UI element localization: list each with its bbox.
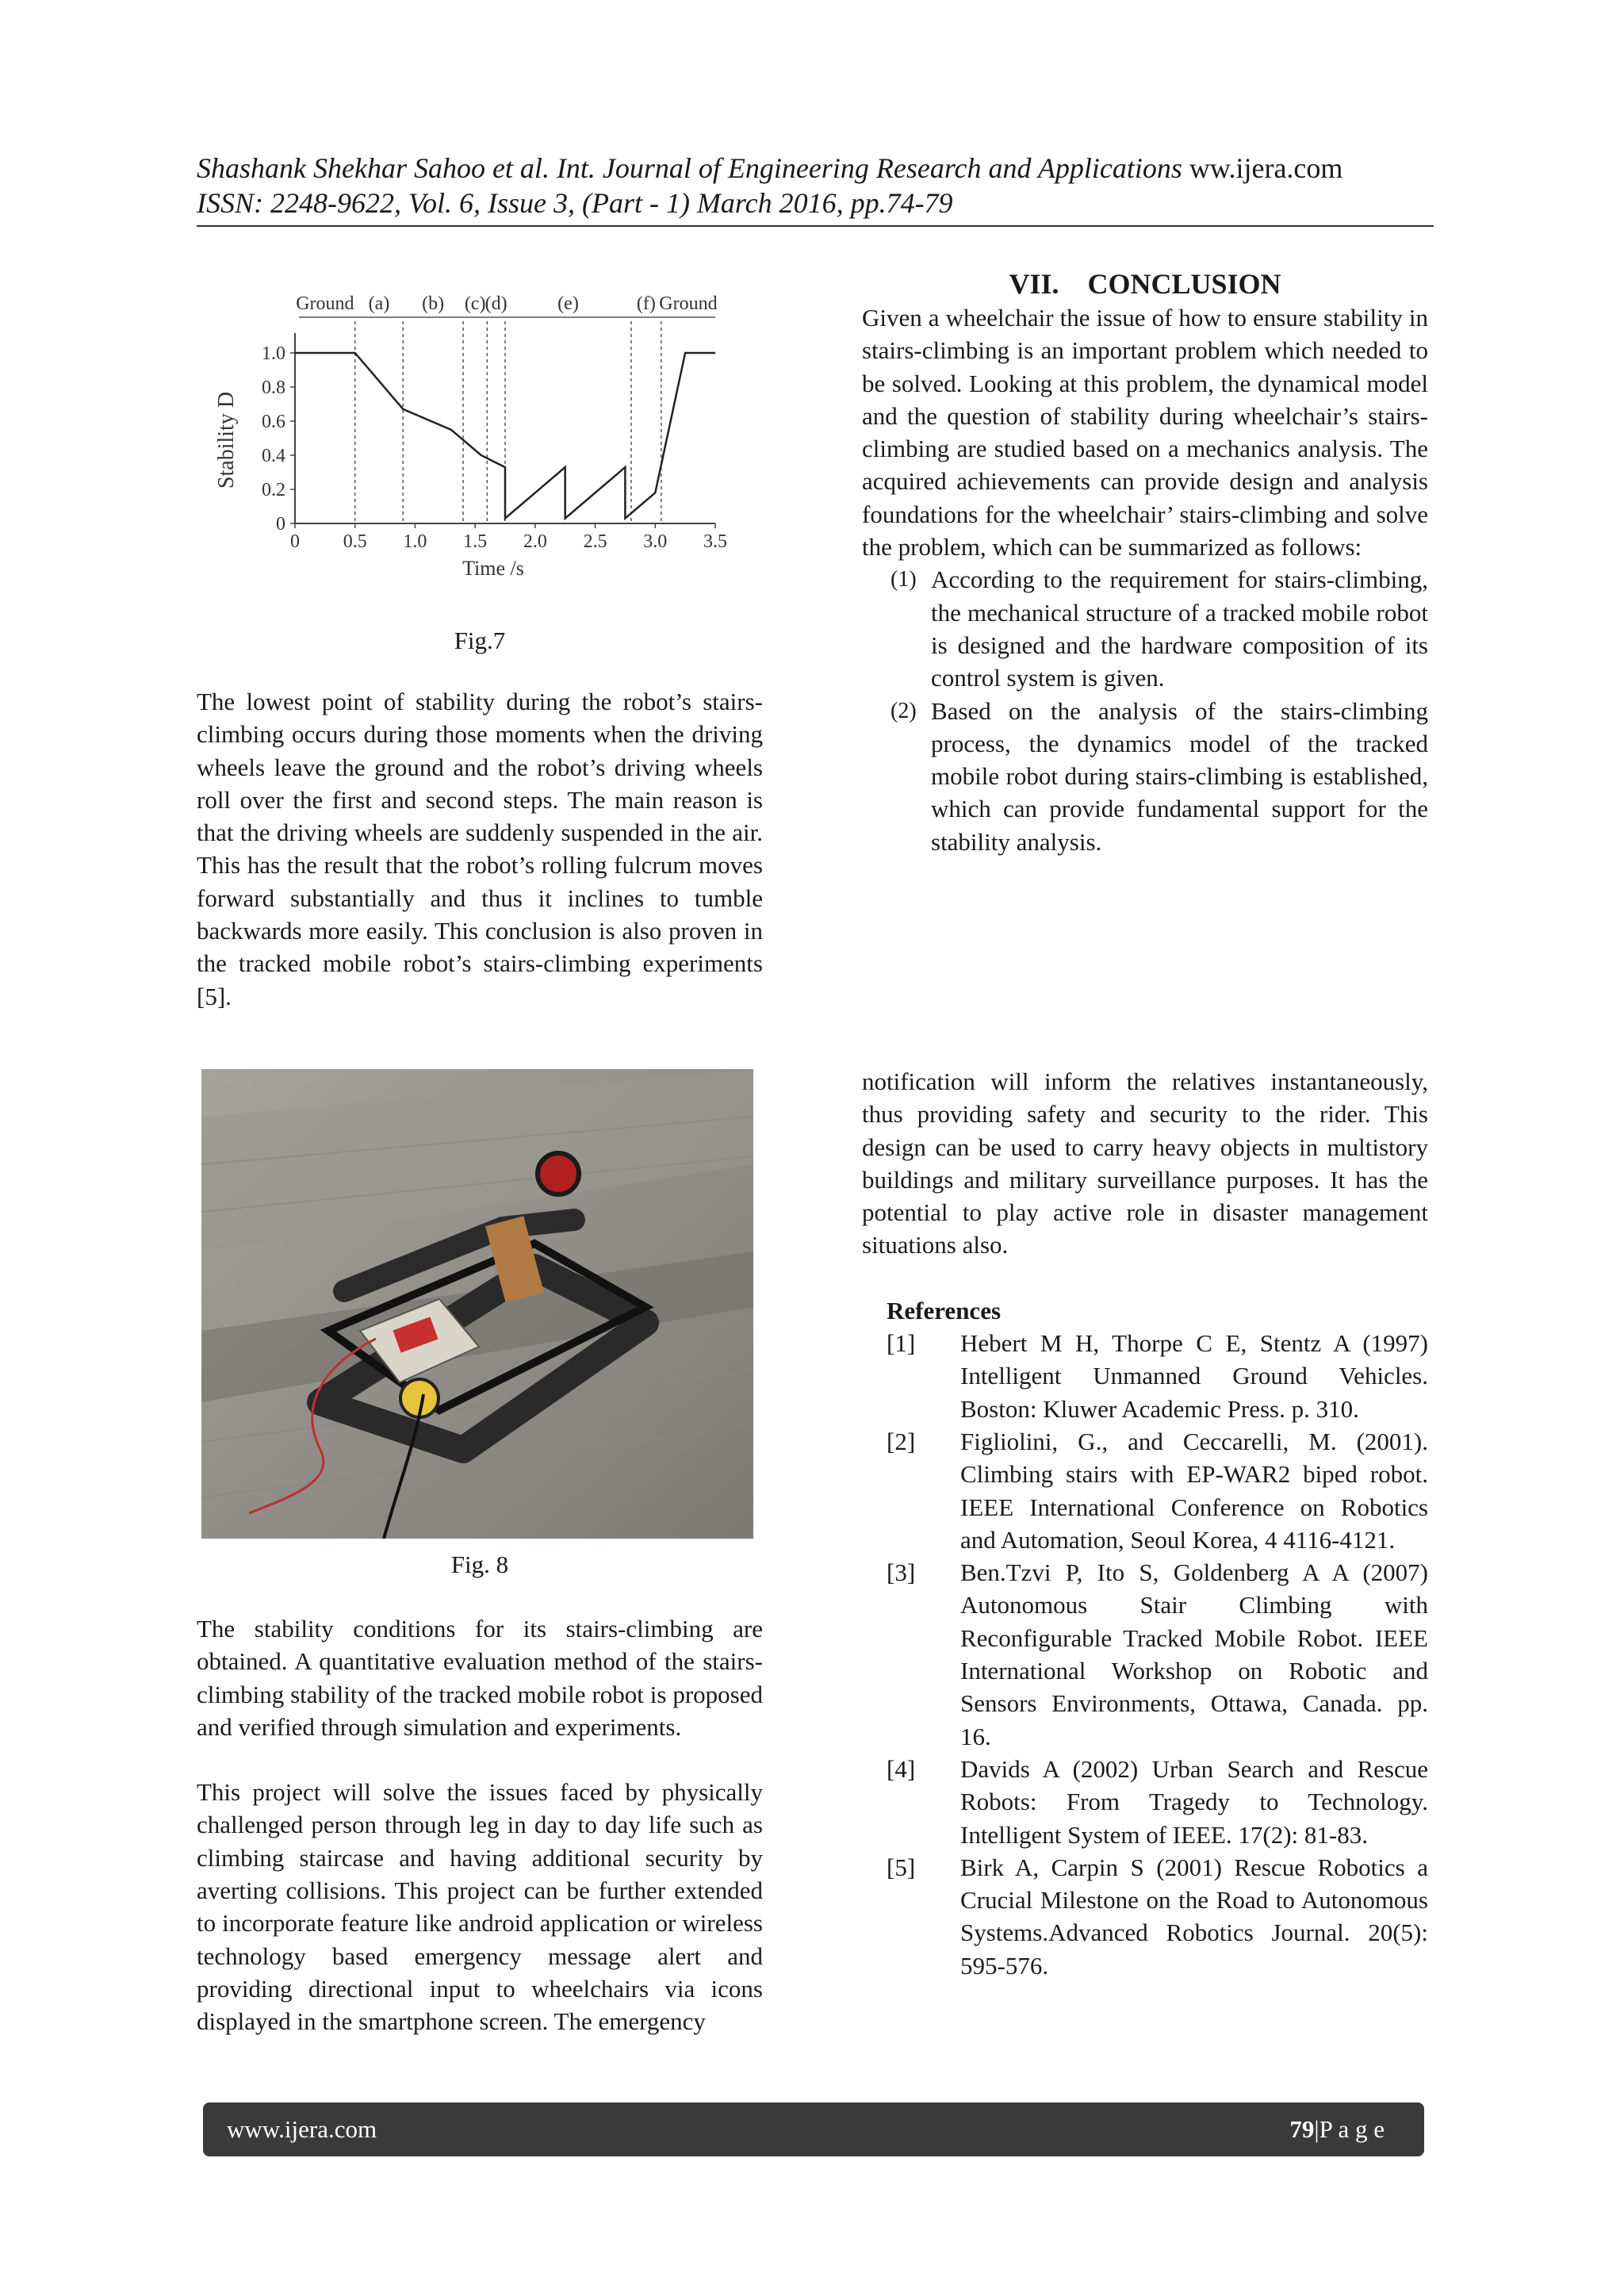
list-item-text: Based on the analysis of the stairs-climbing process, the dynamics model of the tracked mobile robot during stairs-climbing is established, which can provide fundamental support for the stability analysis.: [931, 696, 1428, 856]
body-paragraph: The lowest point of stability during the robot’s stairs-climbing occurs during those moments when the driving wheels leave the ground and the robot’s driving wheels roll over the first and second steps. The main reason is that the driving wheels are suddenly suspended in the air. This has the result that the robot’s rolling fulcrum moves forward substantially and thus it inclines to tumble backwards more easily. This conclusion is also proven in the tracked mobile robot’s stairs-climbing experiments [5].: [197, 688, 763, 1010]
reference-text: Hebert M H, Thorpe C E, Stentz A (1997) Intelligent Unmanned Ground Vehicles. Boston: Kluwer Academic Press. p. 310.: [960, 1329, 1428, 1423]
reference-text: Birk A, Carpin S (2001) Rescue Robotics a Crucial Milestone on the Road to Autonomous Systems.Advanced Robotics Journal. 20(5): 595-576.: [960, 1853, 1428, 1980]
robot-photo-illustration: [201, 1069, 753, 1539]
right-column-top: [862, 266, 1428, 858]
header-journal: Shashank Shekhar Sahoo et al. Int. Journal of Engineering Research and Applications: [197, 152, 1182, 184]
left-column-top: [197, 685, 763, 1013]
reference-number: [5]: [887, 1853, 916, 1881]
y-tick-label: 0.2: [262, 480, 285, 500]
phase-label: (d): [485, 293, 508, 314]
left-column-bottom: [197, 1612, 763, 2038]
x-axis-label: Time /s: [462, 557, 524, 580]
reference-number: [2]: [887, 1427, 916, 1455]
y-tick-label: 1.0: [262, 343, 285, 364]
header-line-1: [197, 151, 1434, 186]
phase-label: (a): [368, 293, 390, 314]
page-label: |P a g e: [1314, 2115, 1385, 2143]
y-tick-label: 0: [276, 514, 285, 535]
reference-item: [862, 1851, 1428, 1982]
figure-7-caption: Fig.7: [454, 627, 506, 654]
reference-item: [862, 1327, 1428, 1425]
phase-label: (b): [422, 293, 445, 314]
phase-label: (f): [636, 293, 656, 314]
list-item-text: According to the requirement for stairs-climbing, the mechanical structure of a tracked mobile robot is designed and the hardware composition of its control system is given.: [931, 565, 1428, 692]
list-item: [862, 563, 1428, 694]
x-tick-label: 1.0: [403, 531, 427, 552]
x-tick-label: 1.5: [463, 531, 488, 552]
body-paragraph: This project will solve the issues faced by physically challenged person through leg in day to day life such as climbing staircase and having additional security by averting collisions. This project can be further extended to incorporate feature like android application or wireless technology based emergency message alert and providing directional input to wheelchairs via icons displayed in the smartphone screen. The emergency: [197, 1778, 763, 2036]
figure-8-caption: Fig. 8: [450, 1550, 509, 1578]
conclusion-intro: Given a wheelchair the issue of how to ensure stability in stairs-climbing is an important problem which needed to be solved. Looking at this problem, the dynamical model and the question of stability during wheelchair’s stairs-climbing are studied based on a mechanics analysis. The acquired achievements can provide design and analysis foundations for the wheelchair’ stairs-climbing and solve the problem, which can be summarized as follows:: [862, 304, 1428, 562]
header-site: ww.ijera.com: [1189, 152, 1343, 184]
section-heading: [862, 266, 1428, 301]
list-marker: (2): [891, 698, 917, 723]
list-item: [862, 695, 1428, 858]
reference-number: [1]: [887, 1329, 916, 1358]
reference-text: Figliolini, G., and Ceccarelli, M. (2001). Climbing stairs with EP-WAR2 biped robot. IEEE International Conference on Robotics and Automation, Seoul Korea, 4 4116-4121.: [960, 1427, 1428, 1554]
body-paragraph: notification will inform the relatives instantaneously, thus providing safety and security to the rider. This design can be used to carry heavy objects in multistory buildings and military surveillance purposes. It has the potential to play active role in disaster management situations also.: [862, 1068, 1428, 1259]
header-rule: [197, 225, 1434, 227]
x-tick-label: 2.0: [523, 531, 547, 552]
references-title: References: [887, 1296, 1002, 1324]
phase-label: Ground: [296, 293, 354, 314]
figure-7-stability-chart: [208, 270, 731, 595]
phase-label: Ground: [659, 293, 718, 314]
header-line-2: ISSN: 2248-9622, Vol. 6, Issue 3, (Part - 1) March 2016, pp.74-79: [197, 187, 953, 219]
x-tick-label: 2.5: [583, 531, 607, 552]
phase-label: (c): [464, 293, 486, 314]
section-title: CONCLUSION: [1087, 268, 1281, 300]
figure-8-robot-photo: [201, 1069, 753, 1539]
reference-number: [4]: [887, 1754, 916, 1783]
body-paragraph: The stability conditions for its stairs-climbing are obtained. A quantitative evaluation method of the stairs-climbing stability of the tracked mobile robot is proposed and verified through simulation and experiments.: [197, 1615, 763, 1741]
running-header: [197, 151, 1434, 220]
page-number: 79: [1289, 2115, 1315, 2143]
right-column-bottom: [862, 1065, 1428, 1982]
section-number: VII.: [1009, 268, 1059, 300]
x-tick-label: 3.0: [643, 531, 668, 552]
footer-page: [1289, 2115, 1385, 2144]
reference-item: [862, 1425, 1428, 1556]
reference-item: [862, 1753, 1428, 1851]
y-axis-label: Stability D: [214, 391, 239, 489]
y-tick-label: 0.4: [262, 446, 285, 466]
y-tick-label: 0.8: [262, 378, 285, 398]
x-tick-label: 3.5: [703, 531, 727, 552]
y-tick-label: 0.6: [262, 412, 285, 432]
x-tick-label: 0.5: [343, 531, 367, 552]
page-footer: [203, 2102, 1424, 2156]
reference-text: Davids A (2002) Urban Search and Rescue Robots: From Tragedy to Technology. Intelligent System of IEEE. 17(2): 81-83.: [960, 1754, 1428, 1849]
reference-number: [3]: [887, 1558, 916, 1587]
phase-label: (e): [557, 293, 579, 314]
reference-item: [862, 1556, 1428, 1753]
footer-site: www.ijera.com: [227, 2115, 377, 2143]
list-marker: (1): [891, 567, 917, 592]
x-tick-label: 0: [290, 531, 300, 552]
reference-text: Ben.Tzvi P, Ito S, Goldenberg A A (2007) Autonomous Stair Climbing with Reconfigurable Tracked Mobile Robot. IEEE International Workshop on Robotic and Sensors Environments, Ottawa, Canada. pp. 16.: [960, 1558, 1428, 1750]
